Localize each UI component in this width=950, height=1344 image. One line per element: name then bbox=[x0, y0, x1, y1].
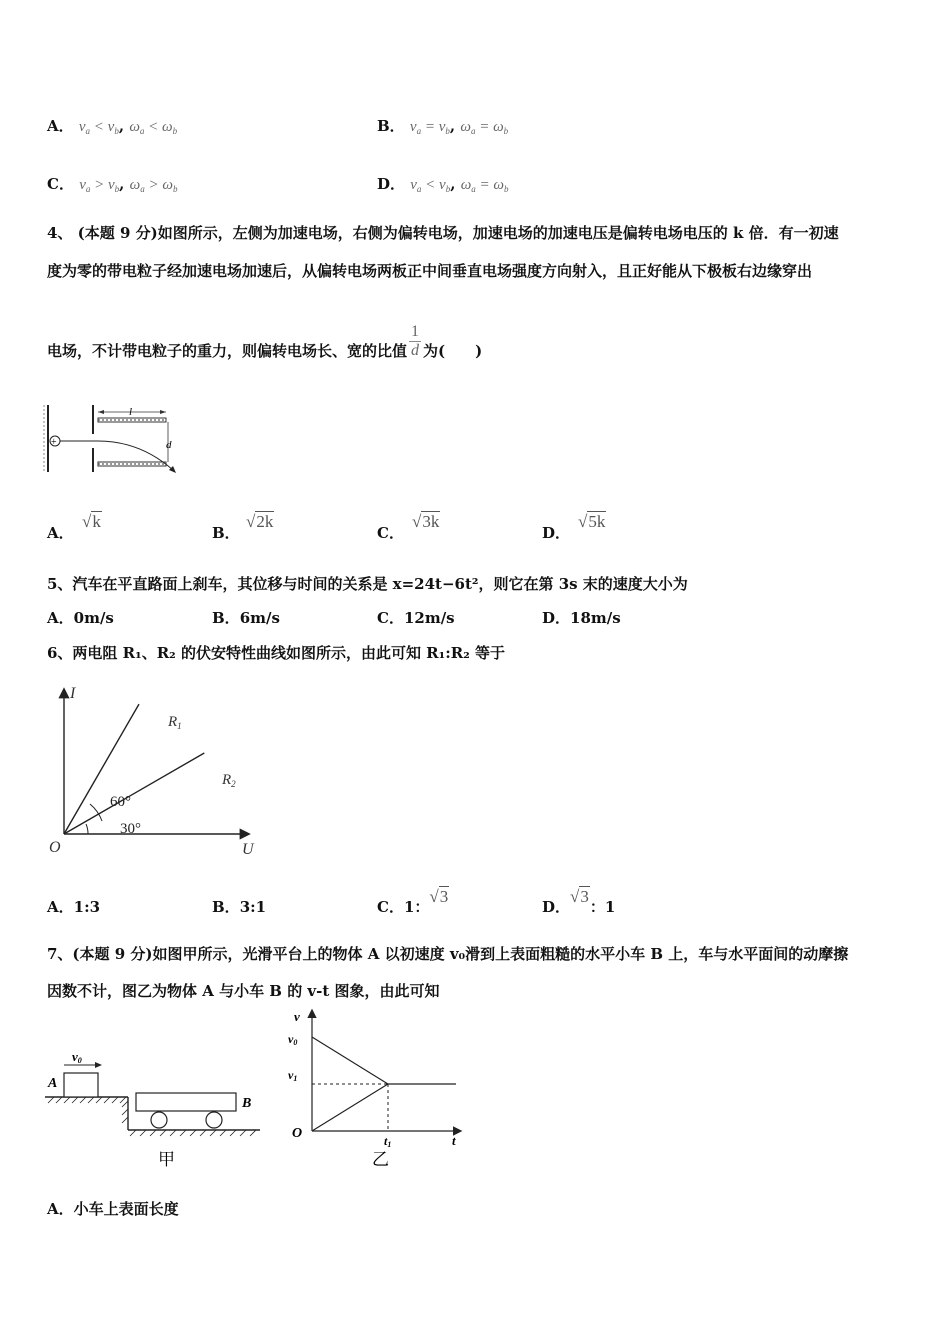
caption-yi: 乙 bbox=[372, 1150, 389, 1169]
origin-label: O bbox=[49, 839, 61, 856]
q4-fraction: $\frac{1}{d}$ bbox=[411, 322, 420, 359]
label-v0: v0 bbox=[72, 1049, 82, 1065]
q7-figure-jia bbox=[40, 1045, 270, 1175]
origin-label: O bbox=[292, 1126, 303, 1141]
i-axis-label: I bbox=[70, 685, 76, 702]
r1-label: $R_1$ bbox=[168, 714, 182, 731]
u-axis-label: U bbox=[242, 841, 254, 858]
svg-text:+: + bbox=[51, 437, 57, 448]
q7-option-a: A．小车上表面长度 bbox=[47, 1200, 179, 1218]
line-object-a bbox=[312, 1037, 388, 1084]
label-d: d bbox=[166, 439, 172, 451]
q7-line-2: 因数不计，图乙为物体 A 与小车 B 的 v-t 图象，由此可知 bbox=[47, 982, 440, 1000]
label-a: A bbox=[48, 1076, 58, 1091]
cart-b bbox=[136, 1093, 236, 1111]
q4-option-c-root: √3k bbox=[412, 512, 440, 531]
q4-option-d: D． bbox=[542, 524, 571, 542]
q4-line-2: 度为零的带电粒子经加速电场加速后，从偏转电场两板正中间垂直电场强度方向射入，且正好能从下极板右边缘穿出 bbox=[47, 262, 813, 280]
q4-option-d-root: √5k bbox=[578, 512, 606, 531]
q3-option-a: A． $v_a < v_b$, $\omega_a < \omega_b$ bbox=[47, 117, 178, 136]
q6-iv-graph bbox=[40, 680, 270, 860]
caption-jia: 甲 bbox=[158, 1150, 175, 1169]
q5-question: 5、汽车在平直路面上刹车，其位移与时间的关系是 x=24t−6t²，则它在第 3s 末的速度大小为 bbox=[47, 575, 688, 593]
r2-label: $R_2$ bbox=[222, 772, 236, 789]
label-l: l bbox=[129, 406, 133, 418]
q4-option-b: B． bbox=[212, 524, 240, 542]
block-a bbox=[64, 1073, 98, 1097]
angle-arc-30 bbox=[86, 824, 88, 834]
q5-option-d: D．18m/s bbox=[542, 609, 621, 627]
q6-option-a: A．1:3 bbox=[47, 898, 101, 916]
q6-option-b: B．3:1 bbox=[212, 898, 267, 916]
q7-figure-yi-vt-graph bbox=[280, 1005, 470, 1175]
q3-option-d: D． $v_a < v_b$, $\omega_a = \omega_b$ bbox=[377, 175, 509, 194]
q4-figure-fields bbox=[40, 400, 190, 480]
q3-option-b: B． $v_a = v_b$, $\omega_a = \omega_b$ bbox=[377, 117, 509, 136]
t-axis-label: t bbox=[452, 1133, 456, 1148]
q5-option-a: A．0m/s bbox=[47, 609, 114, 627]
t1-label: t1 bbox=[384, 1134, 392, 1149]
q3-option-a-expr: $v_a < v_b$ bbox=[78, 119, 119, 136]
q4-option-a-root: √k bbox=[82, 512, 101, 531]
line-cart-b bbox=[312, 1084, 388, 1131]
label-b: B bbox=[242, 1096, 252, 1111]
q4-line-1: 4、 (本题 9 分)如图所示，左侧为加速电场，右侧为偏转电场，加速电场的加速电压是偏转电场电压的 k 倍．有一初速 bbox=[47, 224, 839, 242]
angle-60-label: 60° bbox=[110, 794, 131, 810]
q4-option-b-root: √2k bbox=[246, 512, 274, 531]
q6-option-c: C．1：√3 bbox=[377, 887, 449, 916]
q7-line-1: 7、(本题 9 分)如图甲所示，光滑平台上的物体 A 以初速度 v₀滑到上表面粗糙的水平小车 B 上，车与水平面间的动摩擦 bbox=[47, 945, 849, 963]
q3-option-c: C． $v_a > v_b$, $\omega_a > \omega_b$ bbox=[47, 175, 178, 194]
q4-option-c: C． bbox=[377, 524, 404, 542]
q5-option-b: B．6m/s bbox=[212, 609, 280, 627]
r1-line bbox=[64, 704, 139, 834]
q4-line-3: 电场，不计带电粒子的重力，则偏转电场长、宽的比值 $\frac{1}{d}$ 为( ) bbox=[47, 322, 483, 360]
q6-option-d: D．√3：1 bbox=[542, 887, 616, 916]
angle-30-label: 30° bbox=[120, 821, 141, 837]
v-axis-label: v bbox=[294, 1009, 300, 1024]
cart-wheel-right bbox=[206, 1112, 222, 1128]
q6-question: 6、两电阻 R₁、R₂ 的伏安特性曲线如图所示，由此可知 R₁:R₂ 等于 bbox=[47, 644, 506, 662]
q5-option-c: C．12m/s bbox=[377, 609, 455, 627]
q4-option-a: A． bbox=[47, 524, 74, 542]
v1-label: v1 bbox=[288, 1068, 298, 1083]
v0-label: v0 bbox=[288, 1032, 298, 1047]
cart-wheel-left bbox=[151, 1112, 167, 1128]
